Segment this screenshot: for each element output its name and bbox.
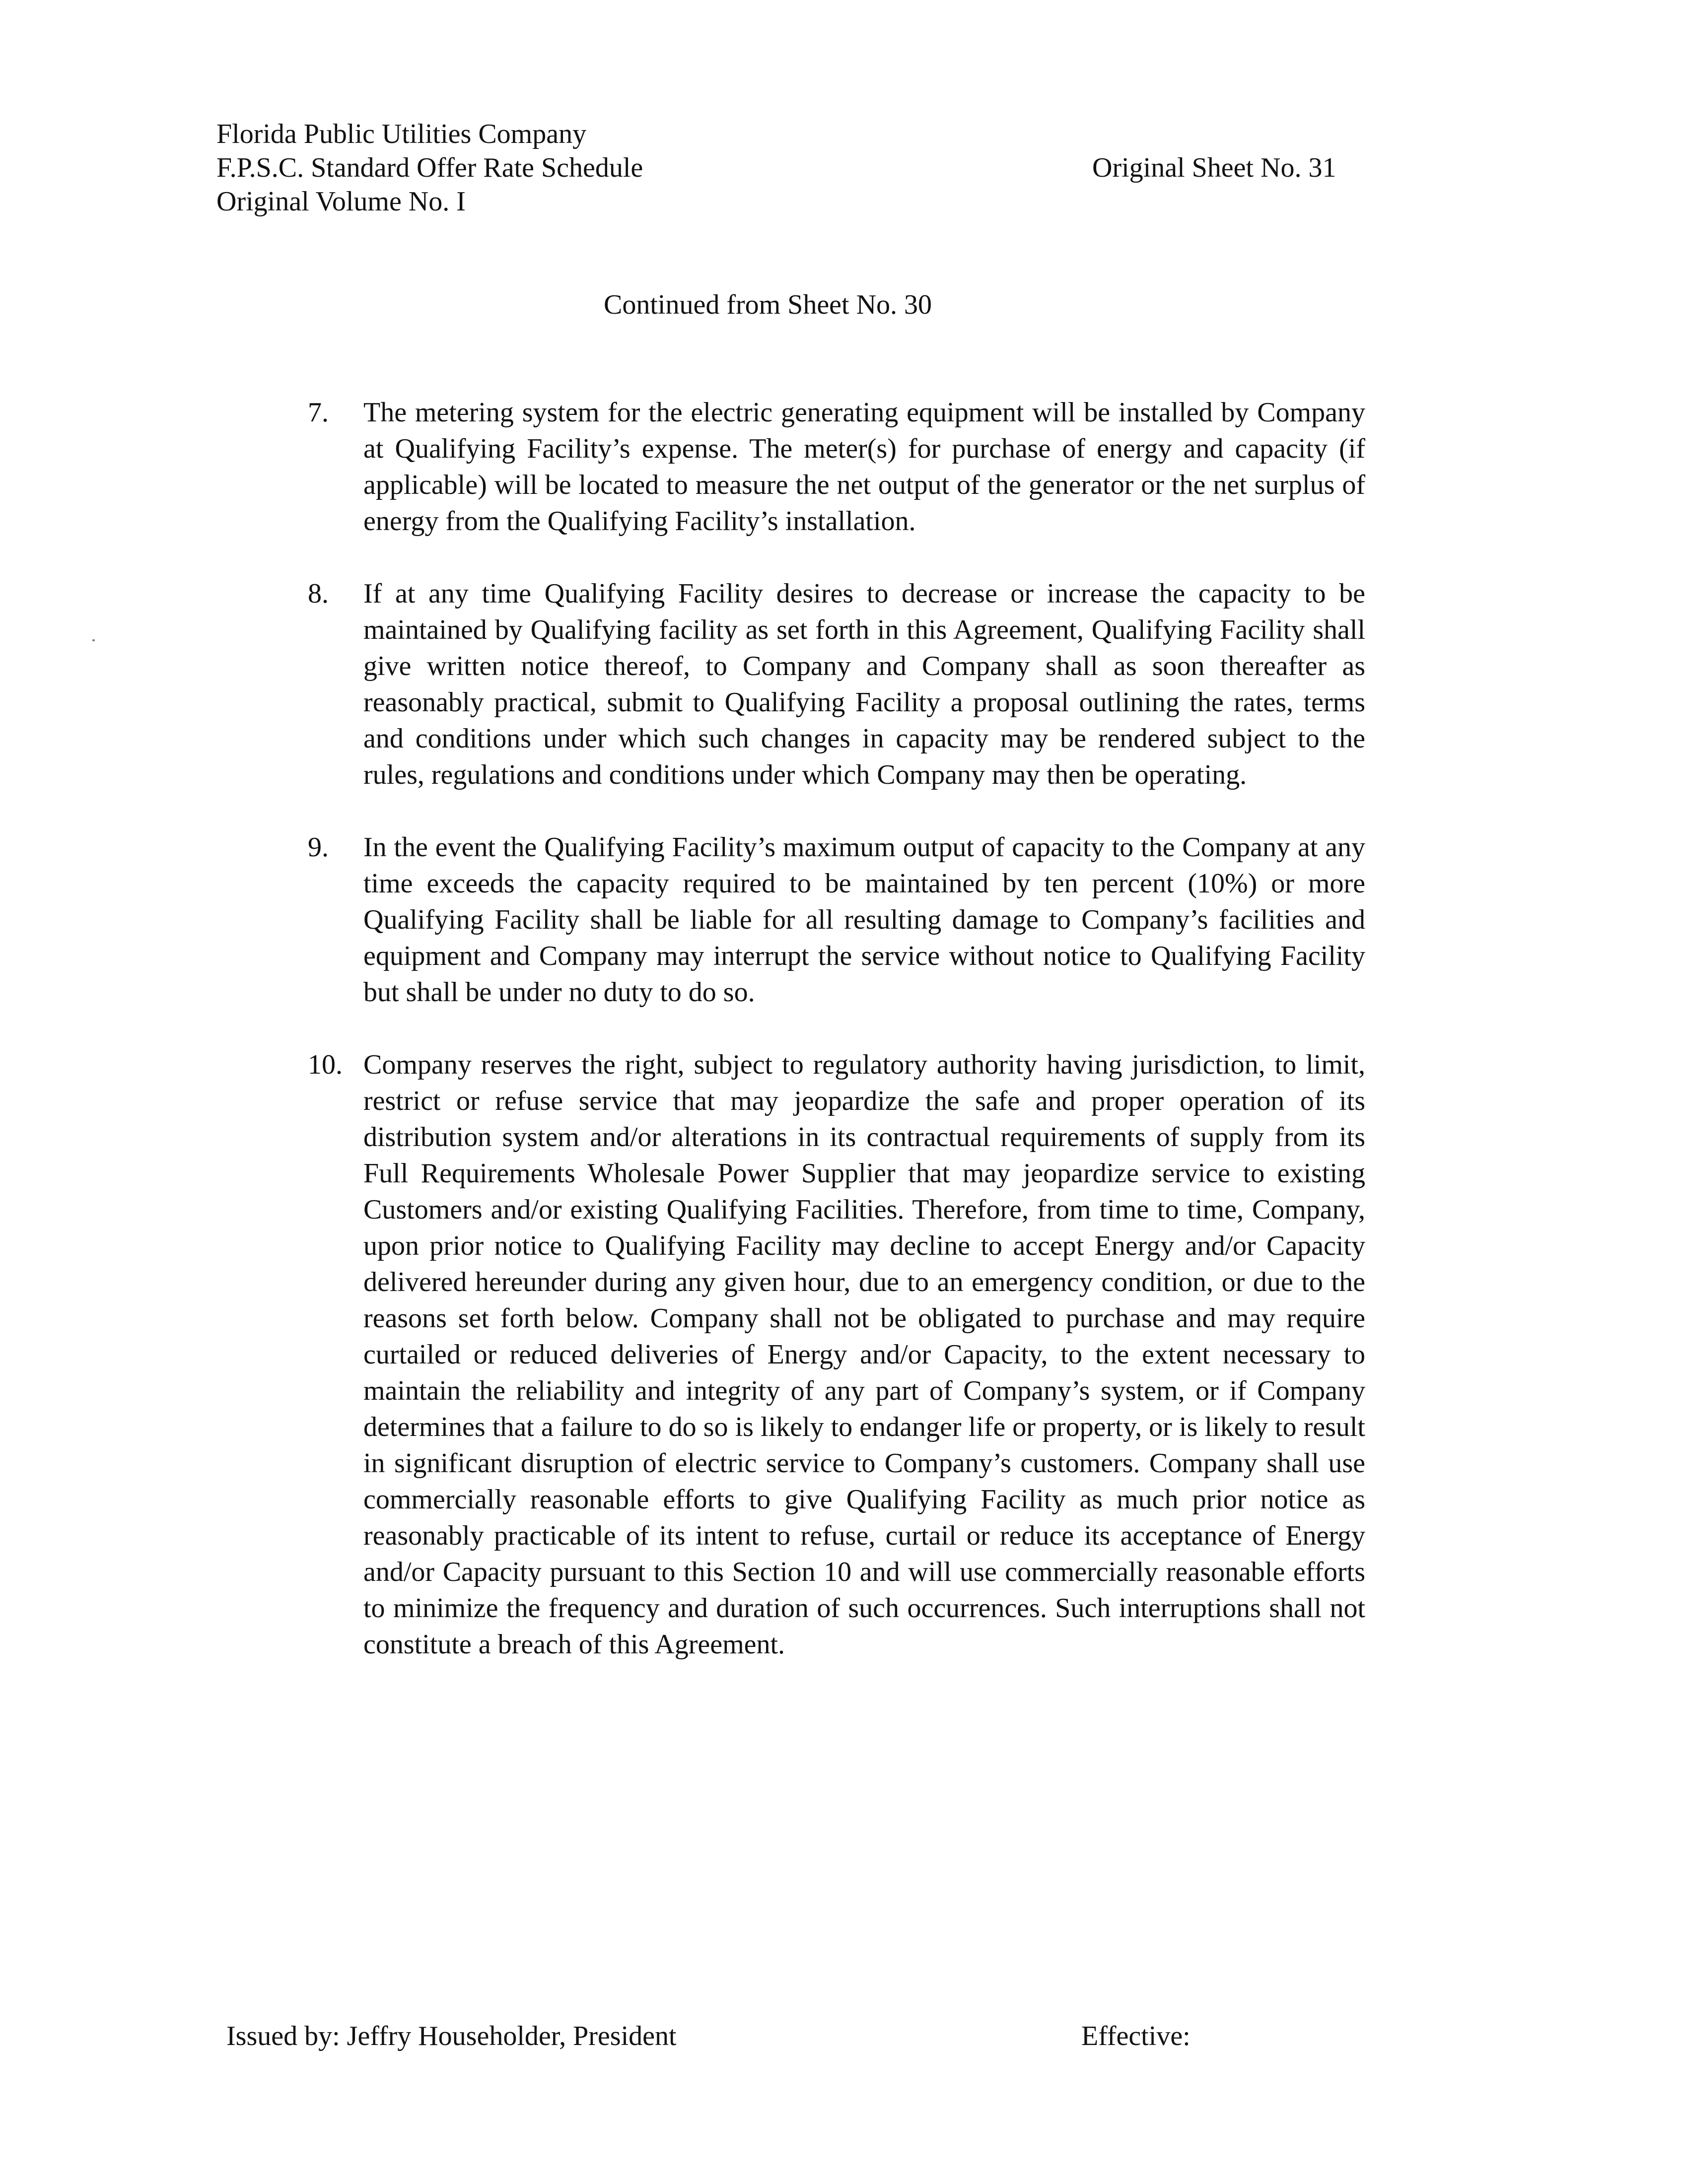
- provision-item: [308, 576, 1365, 793]
- provision-item: [308, 829, 1365, 1011]
- provision-number: 7.: [308, 397, 329, 428]
- provision-item: [308, 395, 1365, 540]
- header-block: [216, 117, 643, 218]
- provision-number: 10.: [308, 1049, 343, 1080]
- continued-note: Continued from Sheet No. 30: [604, 289, 932, 320]
- provision-text: In the event the Qualifying Facility’s maximum output of capacity to the Company at any time exceeds the capacity required to be maintained by ten percent (10%) or more Qualifying Facility shall be liable for all resulting damage to Company’s facilities and equipment and Company may interrupt the service without notice to Qualifying Facility but shall be under no duty to do so.: [363, 832, 1365, 1008]
- provision-text: Company reserves the right, subject to regulatory authority having jurisdiction, to limit, restrict or refuse service that may jeopardize the safe and proper operation of its distribution system and/or alterations in its contractual requirements of supply from its Full Requirements Wholesale Power Supplier that may jeopardize service to existing Customers and/or existing Qualifying Facilities. Therefore, from time to time, Company, upon prior notice to Qualifying Facility may decline to accept Energy and/or Capacity delivered hereunder during any given hour, due to an emergency condition, or due to the reasons set forth below. Company shall not be obligated to purchase and may require curtailed or reduced deliveries of Energy and/or Capacity, to the extent necessary to maintain the reliability and integrity of any part of Company’s system, or if Company determines that a failure to do so is likely to endanger life or property, or is likely to result in significant disruption of electric service to Company’s customers. Company shall use commercially reasonable efforts to give Qualifying Facility as much prior notice as reasonably practicable of its intent to refuse, curtail or reduce its acceptance of Energy and/or Capacity pursuant to this Section 10 and will use commercially reasonable efforts to minimize the frequency and duration of such occurrences. Such interruptions shall not constitute a breach of this Agreement.: [363, 1049, 1365, 1660]
- provision-text: The metering system for the electric generating equipment will be installed by Company at Qualifying Facility’s expense. The meter(s) for purchase of energy and capacity (if applicable) will be located to measure the net output of the generator or the net surplus of energy from the Qualifying Facility’s installation.: [363, 397, 1365, 537]
- company-name: Florida Public Utilities Company: [216, 119, 587, 149]
- scan-speck: [92, 639, 95, 641]
- issued-by: Issued by: Jeffry Householder, President: [226, 2021, 677, 2051]
- effective-label: Effective:: [1081, 2021, 1191, 2051]
- provision-text: If at any time Qualifying Facility desires to decrease or increase the capacity to be maintained by Qualifying facility as set forth in this Agreement, Qualifying Facility shall give written notice thereof, to Company and Company shall as soon thereafter as reasonably practical, submit to Qualifying Facility a proposal outlining the rates, terms and conditions under which such changes in capacity may be rendered subject to the rules, regulations and conditions under which Company may then be operating.: [363, 578, 1365, 790]
- numbered-provisions: [308, 395, 1365, 1699]
- provision-number: 9.: [308, 832, 329, 863]
- sheet-number: Original Sheet No. 31: [1092, 152, 1336, 183]
- provision-number: 8.: [308, 578, 329, 609]
- volume-label: Original Volume No. I: [216, 186, 466, 217]
- provision-item: [308, 1047, 1365, 1663]
- rate-schedule-title: F.P.S.C. Standard Offer Rate Schedule: [216, 152, 643, 183]
